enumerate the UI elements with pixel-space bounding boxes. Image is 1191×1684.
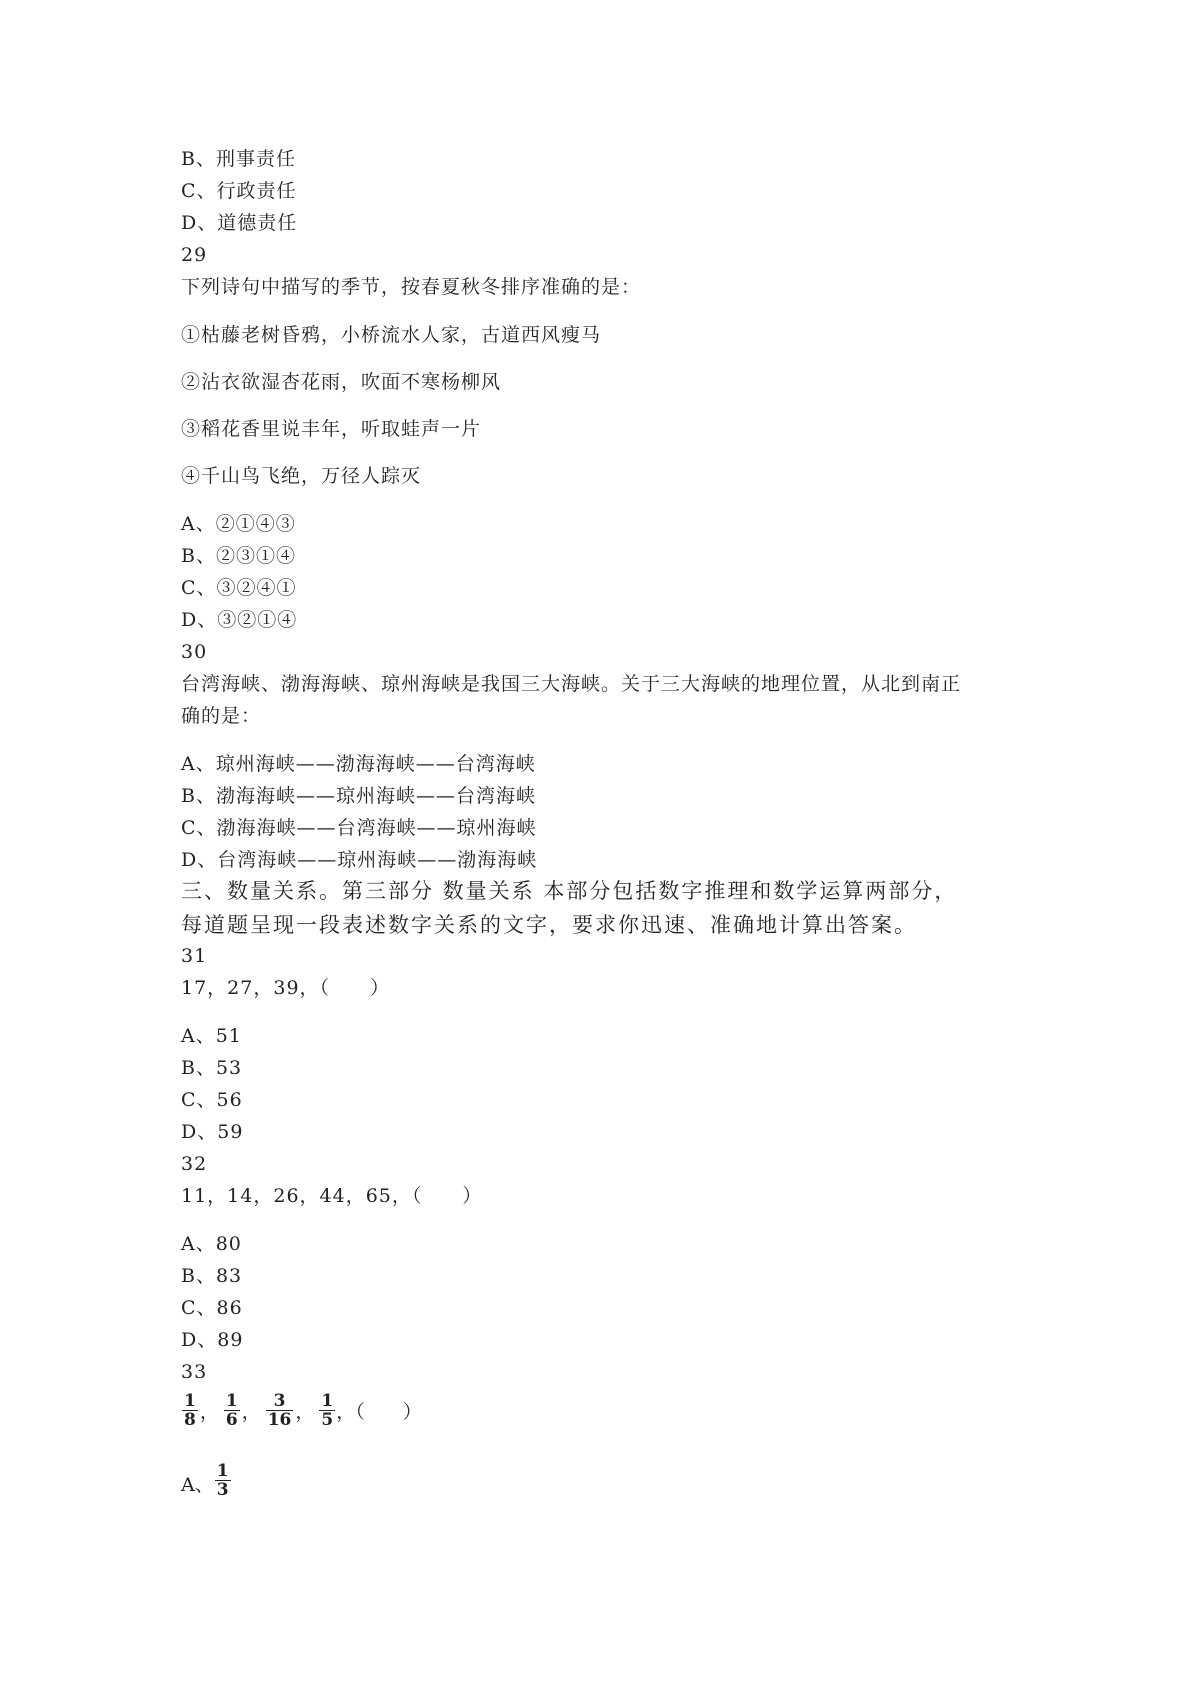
- q29-option-d: D、③②①④: [181, 609, 298, 631]
- q33-option-a: [181, 1462, 232, 1499]
- q29-poem-2: ②沾衣欲湿杏花雨，吹面不寒杨柳风: [181, 371, 502, 393]
- q29-poem-3: ③稻花香里说丰年，听取蛙声一片: [181, 418, 482, 440]
- q33-separator: ，: [295, 1401, 315, 1423]
- q29-stem: 下列诗句中描写的季节，按春夏秋冬排序准确的是：: [181, 276, 642, 298]
- q33-stem-tail: ，（ ）: [336, 1401, 422, 1423]
- q29-option-b: B、②③①④: [181, 545, 296, 567]
- q33-fraction-3: $\frac{3}{16}$: [267, 1391, 292, 1430]
- q32-number: 32: [181, 1153, 208, 1175]
- q33-fraction-1: $\frac{1}{8}$: [184, 1391, 196, 1430]
- q28-option-c: C、行政责任: [181, 180, 297, 202]
- q29-poem-4: ④千山鸟飞绝，万径人踪灭: [181, 465, 422, 487]
- section3-heading-line2: 每道题呈现一段表述数字关系的文字，要求你迅速、准确地计算出答案。: [181, 913, 917, 937]
- q33-stem: [181, 1392, 422, 1429]
- q30-option-d: D、台湾海峡——琼州海峡——渤海海峡: [181, 849, 538, 871]
- q31-stem: 17，27，39，（ ）: [181, 977, 391, 999]
- section3-heading-line1: 三、数量关系。第三部分 数量关系 本部分包括数字推理和数学运算两部分，: [181, 879, 958, 903]
- q32-stem: 11，14，26，44，65，（ ）: [181, 1185, 483, 1207]
- q32-option-d: D、89: [181, 1329, 244, 1351]
- q29-number: 29: [181, 244, 208, 266]
- q33-option-a-label: A、: [181, 1474, 214, 1496]
- q30-number: 30: [181, 641, 208, 663]
- q33-fraction-4: $\frac{1}{5}$: [321, 1391, 334, 1430]
- q31-number: 31: [181, 945, 208, 967]
- q32-option-b: B、83: [181, 1265, 243, 1287]
- q33-separator: ，: [199, 1401, 219, 1423]
- q31-option-d: D、59: [181, 1121, 244, 1143]
- q31-option-a: A、51: [181, 1025, 242, 1047]
- q29-option-c: C、③②④①: [181, 577, 297, 599]
- q32-option-c: C、86: [181, 1297, 243, 1319]
- q33-fraction-2: $\frac{1}{6}$: [225, 1391, 238, 1430]
- q31-option-c: C、56: [181, 1089, 243, 1111]
- q28-option-b: B、刑事责任: [181, 148, 296, 170]
- q31-option-b: B、53: [181, 1057, 243, 1079]
- q29-option-a: A、②①④③: [181, 513, 296, 535]
- q30-option-b: B、渤海海峡——琼州海峡——台湾海峡: [181, 785, 536, 807]
- q33-number: 33: [181, 1361, 208, 1383]
- q30-option-a: A、琼州海峡——渤海海峡——台湾海峡: [181, 753, 536, 775]
- q32-option-a: A、80: [181, 1233, 242, 1255]
- q30-option-c: C、渤海海峡——台湾海峡——琼州海峡: [181, 817, 537, 839]
- q28-option-d: D、道德责任: [181, 212, 298, 234]
- q30-stem-line1: 台湾海峡、渤海海峡、琼州海峡是我国三大海峡。关于三大海峡的地理位置，从北到南正: [181, 673, 962, 695]
- q30-stem-line2: 确的是：: [181, 705, 262, 727]
- q29-poem-1: ①枯藤老树昏鸦，小桥流水人家，古道西风瘦马: [181, 324, 602, 346]
- q33-option-a-fraction: $\frac{1}{3}$: [216, 1461, 229, 1500]
- q33-separator: ，: [241, 1401, 261, 1423]
